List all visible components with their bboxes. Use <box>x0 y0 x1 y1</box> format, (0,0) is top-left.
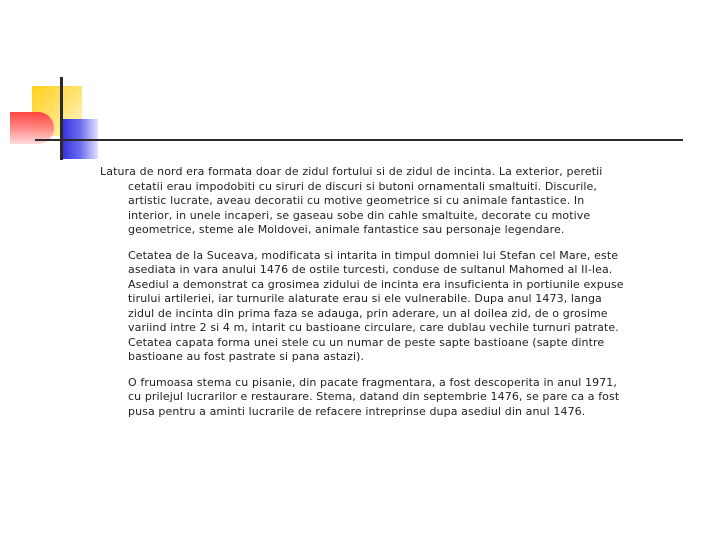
paragraph-coat-of-arms: O frumoasa stema cu pisanie, din pacate fragmentara, a fost descoperita in anul 1971, cu prilejul lucrarilor e restaurare. Stema, datand din septembrie 1476, se pare ca a fost pusa pentru a aminti lucrarile de refacere intreprinse dupa asediul din anul 1476. <box>128 375 620 418</box>
paragraph-north-wall: Latura de nord era formata doar de zidul fortului si de zidul de incinta. La exterior, peretii cetatii erau impodobiti cu siruri de discuri si butoni ornamentali smaltuiti. Discurile, artistic lucrate, aveau decoratii cu motive geometrice si cu animale fantastice. In interior, in unele incaperi, se gaseau sobe din cahle smaltuite, decorate cu motive geometrice, steme ale Moldovei, animale fantastice sau personaje legendare. <box>100 165 603 236</box>
paragraph-siege-1476: Cetatea de la Suceava, modificata si intarita in timpul domniei lui Stefan cel Mare, este asediata in vara anului 1476 de ostile turcesti, conduse de sultanul Mahomed al II-lea. Asediul a demonstrat ca grosimea zidului de incinta era insuficienta in portiunile expuse tirului artileriei, iar turnurile alaturate erau si ele vulnerabile. Dupa anul 1473, langa zidul de incinta din prima faza se adauga, prin aderare, un al doilea zid, de o grosime variind intre 2 si 4 m, intarit cu bastioane circulare, care dublau vechile turnuri patrate. Cetatea capata forma unei stele cu un numar de peste sapte bastioane (sapte dintre bastioane au fost pastrate si pana astazi). <box>128 248 624 363</box>
horizontal-rule <box>35 139 683 141</box>
vertical-rule <box>60 77 63 160</box>
slide-body <box>100 165 630 430</box>
